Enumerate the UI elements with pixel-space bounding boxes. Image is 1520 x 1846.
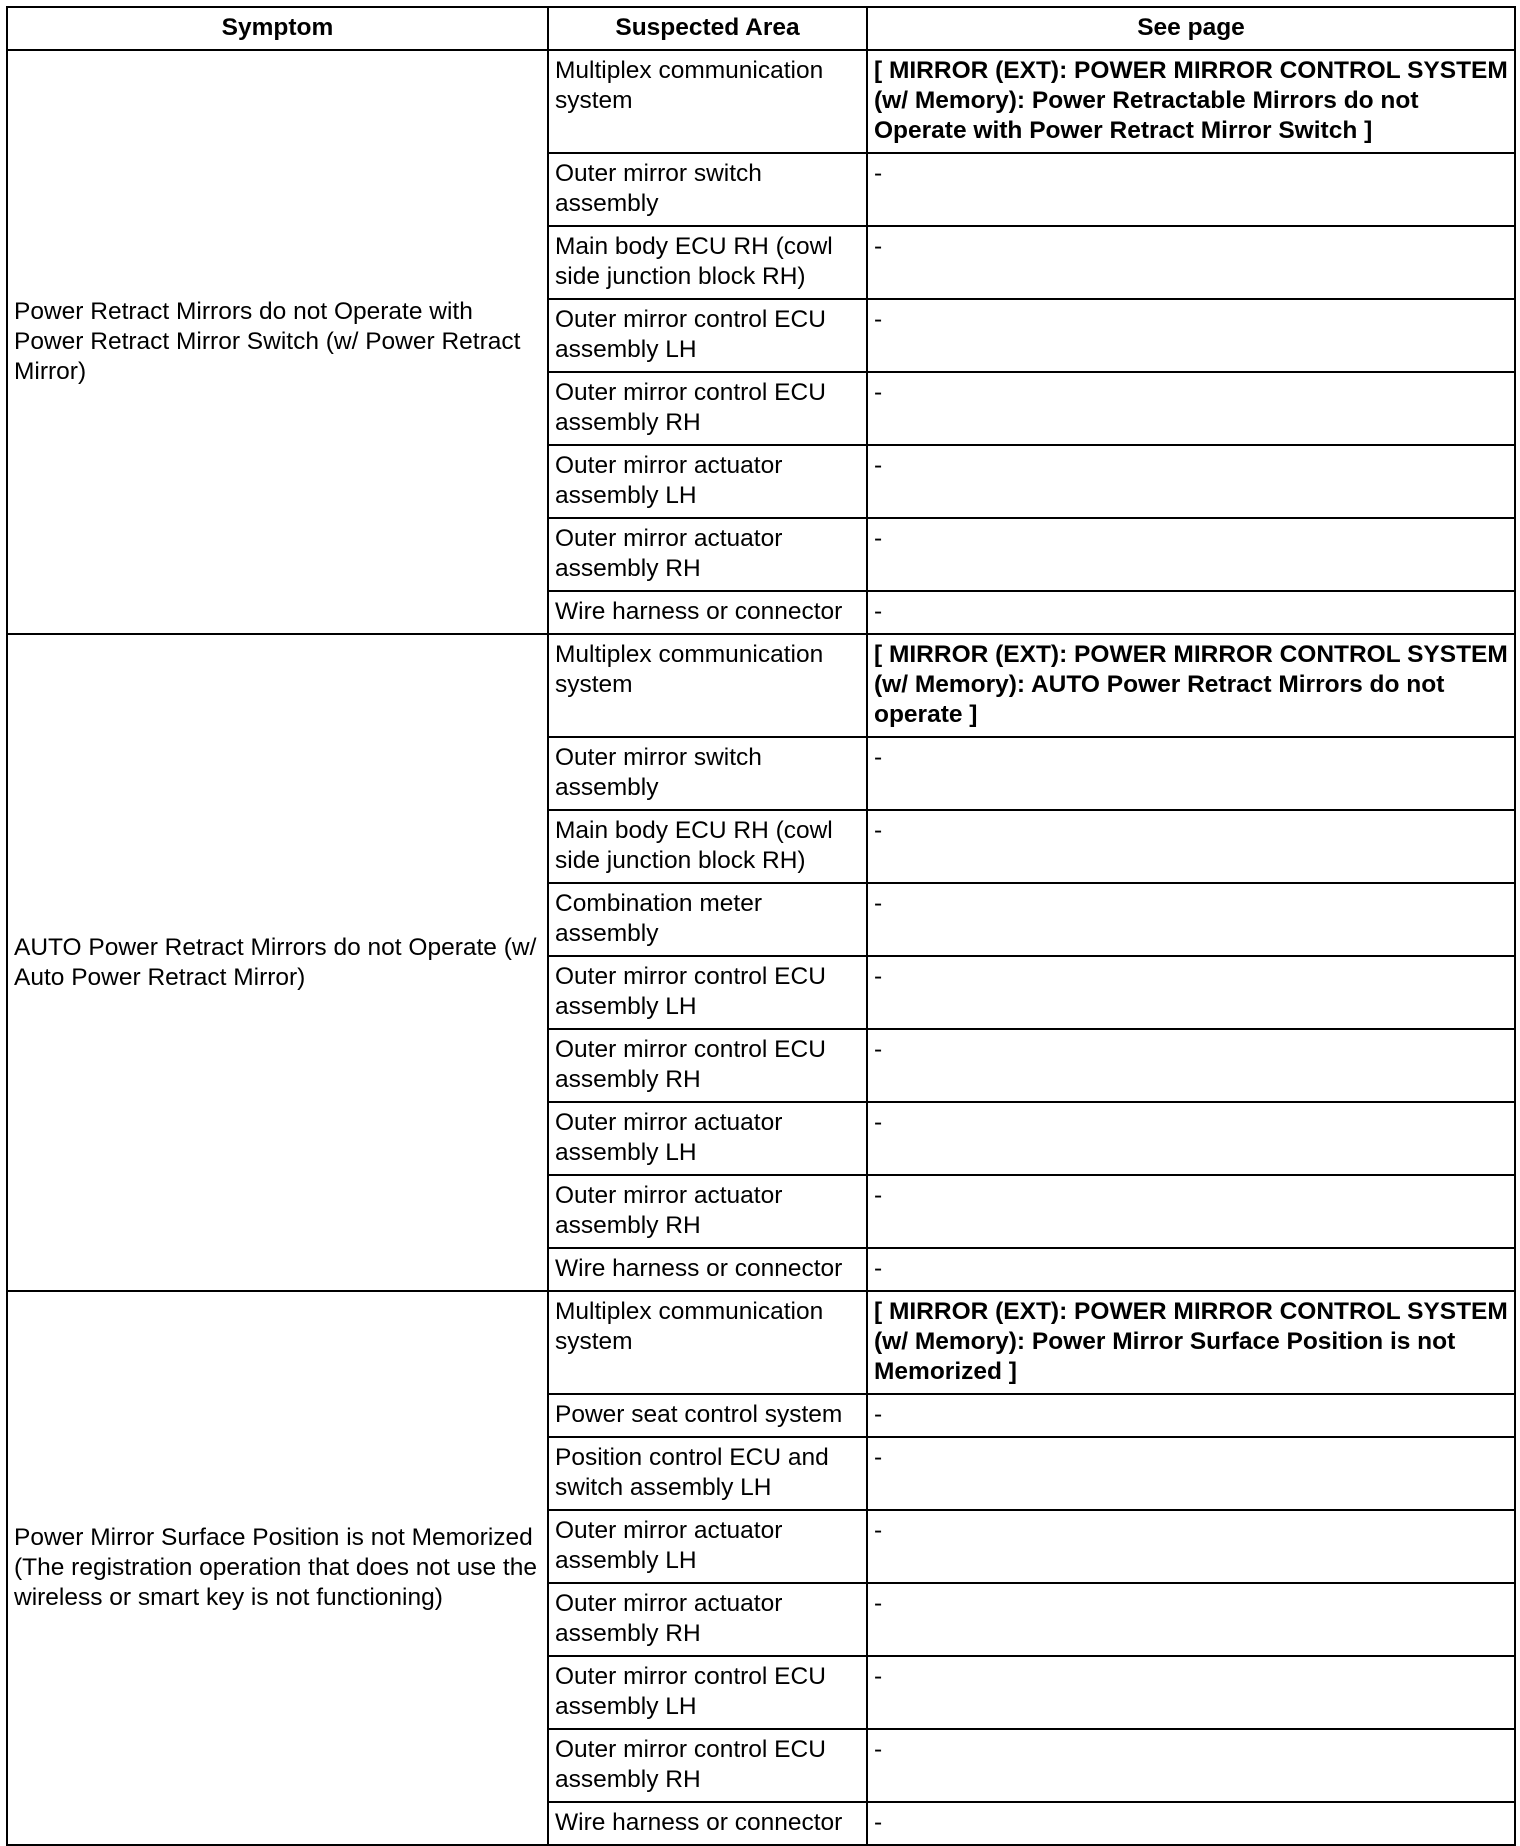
problem-symptoms-table [6, 6, 1516, 1846]
symptom-cell: AUTO Power Retract Mirrors do not Operate (w/ Auto Power Retract Mirror) [7, 634, 548, 1291]
table-header-row [7, 7, 1515, 50]
see-page-cell: - [867, 810, 1515, 883]
see-page-cell: - [867, 1248, 1515, 1291]
suspected-area-cell: Outer mirror actuator assembly LH [548, 1102, 867, 1175]
suspected-area-cell: Outer mirror switch assembly [548, 153, 867, 226]
see-page-link[interactable]: [ MIRROR (EXT): POWER MIRROR CONTROL SYSTEM (w/ Memory): AUTO Power Retract Mirrors do not operate ] [867, 634, 1515, 737]
see-page-cell: - [867, 226, 1515, 299]
see-page-cell: - [867, 372, 1515, 445]
see-page-cell: - [867, 299, 1515, 372]
see-page-cell: - [867, 1656, 1515, 1729]
see-page-cell: - [867, 956, 1515, 1029]
header-see-page: See page [867, 7, 1515, 50]
suspected-area-cell: Multiplex communication system [548, 1291, 867, 1394]
see-page-cell: - [867, 1802, 1515, 1845]
suspected-area-cell: Outer mirror actuator assembly LH [548, 1510, 867, 1583]
suspected-area-cell: Wire harness or connector [548, 1248, 867, 1291]
see-page-cell: - [867, 737, 1515, 810]
suspected-area-cell: Outer mirror actuator assembly RH [548, 518, 867, 591]
suspected-area-cell: Outer mirror actuator assembly RH [548, 1583, 867, 1656]
see-page-cell: - [867, 445, 1515, 518]
suspected-area-cell: Main body ECU RH (cowl side junction block RH) [548, 226, 867, 299]
see-page-cell: - [867, 1729, 1515, 1802]
suspected-area-cell: Outer mirror actuator assembly RH [548, 1175, 867, 1248]
header-suspected-area: Suspected Area [548, 7, 867, 50]
suspected-area-cell: Outer mirror control ECU assembly LH [548, 956, 867, 1029]
see-page-cell: - [867, 1029, 1515, 1102]
suspected-area-cell: Outer mirror control ECU assembly RH [548, 372, 867, 445]
symptom-cell: Power Retract Mirrors do not Operate with Power Retract Mirror Switch (w/ Power Retract Mirror) [7, 50, 548, 634]
see-page-cell: - [867, 883, 1515, 956]
suspected-area-cell: Wire harness or connector [548, 1802, 867, 1845]
suspected-area-cell: Power seat control system [548, 1394, 867, 1437]
see-page-cell: - [867, 1102, 1515, 1175]
see-page-cell: - [867, 153, 1515, 226]
suspected-area-cell: Outer mirror control ECU assembly LH [548, 1656, 867, 1729]
see-page-cell: - [867, 591, 1515, 634]
see-page-cell: - [867, 1510, 1515, 1583]
header-symptom: Symptom [7, 7, 548, 50]
suspected-area-cell: Position control ECU and switch assembly LH [548, 1437, 867, 1510]
table-row [7, 50, 1515, 153]
see-page-cell: - [867, 518, 1515, 591]
see-page-cell: - [867, 1437, 1515, 1510]
see-page-link[interactable]: [ MIRROR (EXT): POWER MIRROR CONTROL SYSTEM (w/ Memory): Power Retractable Mirrors do not Operate with Power Retract Mirror Switch ] [867, 50, 1515, 153]
see-page-cell: - [867, 1394, 1515, 1437]
suspected-area-cell: Outer mirror control ECU assembly LH [548, 299, 867, 372]
suspected-area-cell: Outer mirror control ECU assembly RH [548, 1729, 867, 1802]
suspected-area-cell: Multiplex communication system [548, 50, 867, 153]
suspected-area-cell: Outer mirror control ECU assembly RH [548, 1029, 867, 1102]
table-row [7, 1291, 1515, 1394]
suspected-area-cell: Multiplex communication system [548, 634, 867, 737]
troubleshooting-table-container [6, 6, 1514, 1846]
suspected-area-cell: Combination meter assembly [548, 883, 867, 956]
see-page-link[interactable]: [ MIRROR (EXT): POWER MIRROR CONTROL SYSTEM (w/ Memory): Power Mirror Surface Position is not Memorized ] [867, 1291, 1515, 1394]
see-page-cell: - [867, 1175, 1515, 1248]
suspected-area-cell: Main body ECU RH (cowl side junction block RH) [548, 810, 867, 883]
suspected-area-cell: Outer mirror switch assembly [548, 737, 867, 810]
table-row [7, 634, 1515, 737]
see-page-cell: - [867, 1583, 1515, 1656]
suspected-area-cell: Wire harness or connector [548, 591, 867, 634]
suspected-area-cell: Outer mirror actuator assembly LH [548, 445, 867, 518]
symptom-cell: Power Mirror Surface Position is not Memorized (The registration operation that does not use the wireless or smart key is not functioning) [7, 1291, 548, 1845]
